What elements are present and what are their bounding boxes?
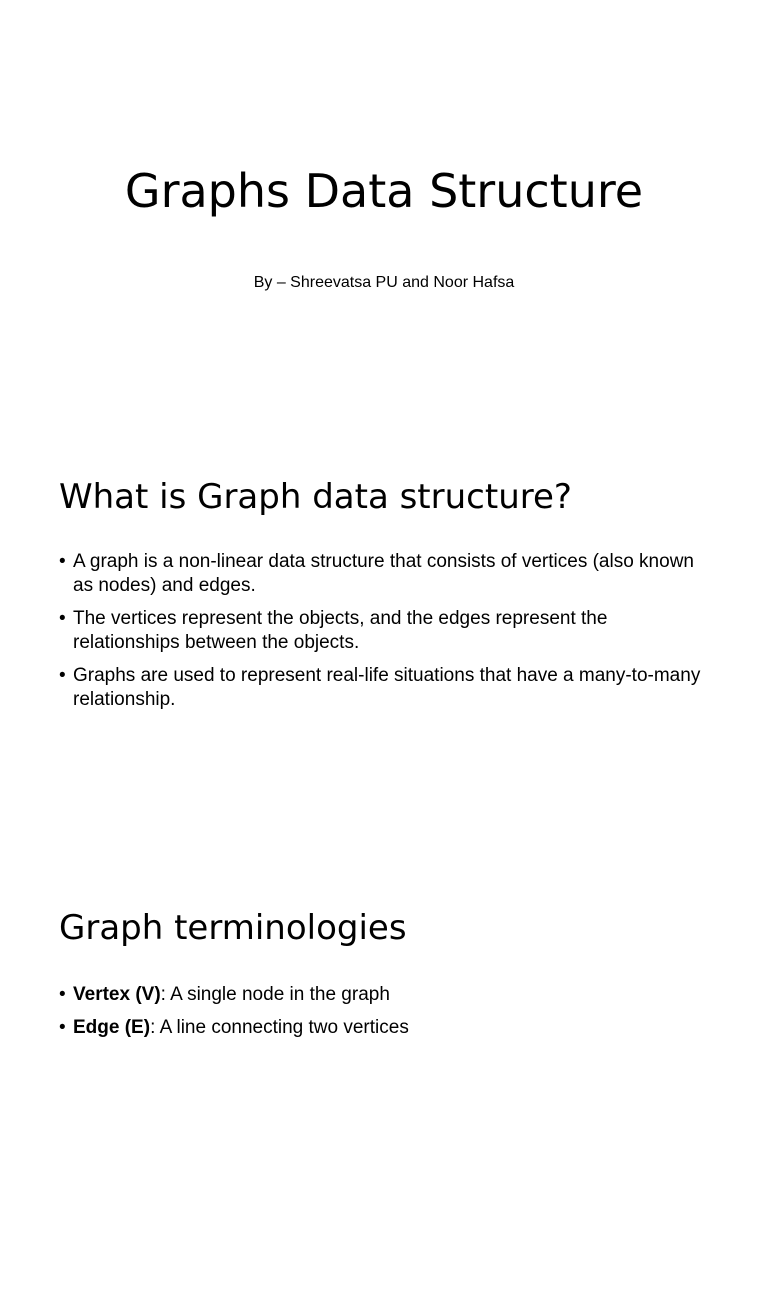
bullet-list [59,550,709,721]
slide-terminologies [0,864,768,1296]
bullet-text: Graphs are used to represent real-life situations that have a many-to-many relationship. [73,665,701,710]
bullet-icon: • [59,665,66,686]
term-label: Edge (E) [73,1017,151,1038]
bullet-icon: • [59,551,66,572]
deck-subtitle: By – Shreevatsa PU and Noor Hafsa [253,274,515,291]
slide-definition [0,432,768,864]
bullet-item [59,664,709,712]
bullet-icon: • [59,608,66,629]
bullet-item [59,607,709,655]
term-label: Vertex (V) [73,984,161,1005]
bullet-icon: • [59,1017,66,1038]
bullet-icon: • [59,984,66,1005]
term-definition: : A single node in the graph [160,984,390,1005]
slide-title [0,0,768,432]
bullet-text: A graph is a non-linear data structure that consists of vertices (also known as nodes) and edges. [73,551,694,596]
bullet-text: The vertices represent the objects, and the edges represent the relationships between the objects. [73,608,608,653]
bullet-item [59,550,709,598]
slide-heading: Graph terminologies [59,908,407,948]
deck-title: Graphs Data Structure [124,164,644,218]
term-definition: : A line connecting two vertices [150,1017,409,1038]
bullet-item [59,983,709,1007]
slide-heading: What is Graph data structure? [59,477,572,517]
bullet-list [59,983,709,1049]
bullet-item [59,1016,709,1040]
